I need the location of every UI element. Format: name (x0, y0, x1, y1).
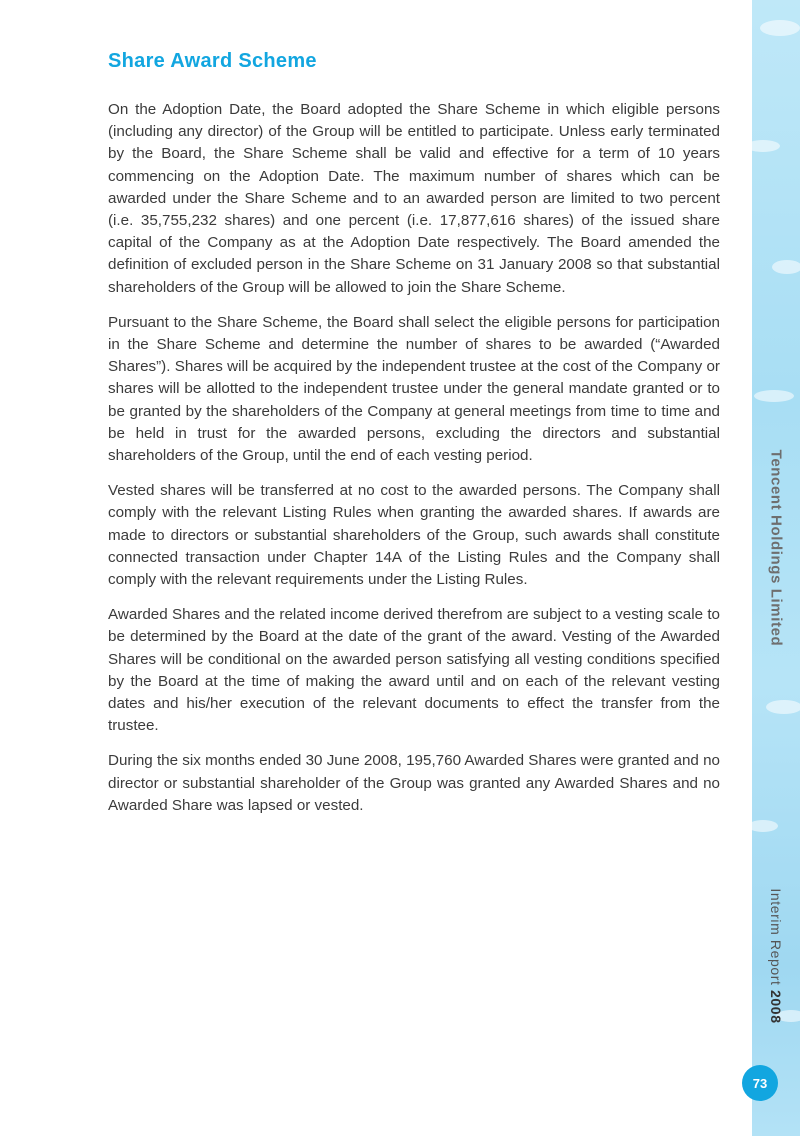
sky-sidebar (752, 0, 800, 1136)
paragraph-selection: Pursuant to the Share Scheme, the Board shall select the eligible persons for participation in the Share Scheme and determine the number of shares to be awarded (“Awarded Shares”). Shares will be acquired by the independent trustee at the cost of the Company or shares will be allotted to the independent trustee under the general mandate granted or to be granted by the shareholders of the Company at general meetings from time to time and be held in trust for the awarded persons, excluding the directors and substantial shareholders of the Group, until the end of each vesting period. (108, 313, 720, 465)
section-title: Share Award Scheme (108, 50, 317, 72)
page-number-badge: 73 (742, 1065, 778, 1101)
report-label-text: Interim Report (768, 888, 784, 986)
main-content (108, 50, 720, 830)
paragraph-vested-shares: Vested shares will be transferred at no cost to the awarded persons. The Company shall comply with the relevant Listing Rules when granting the awarded shares. If awards are made to directors or substantial shareholders of the Group, such awards shall constitute connected transaction under Chapter 14A of the Listing Rules and the Company shall comply with the relevant requirements under the Listing Rules. (108, 482, 720, 589)
company-name: Tencent Holdings Limited (767, 449, 785, 647)
report-year: 2008 (768, 990, 784, 1024)
paragraph-adoption: On the Adoption Date, the Board adopted the Share Scheme in which eligible persons (including any director) of the Group will be entitled to participate. Unless early terminated by the Board, the Share Scheme shall be valid and effective for a term of 10 years commencing on the Adoption Date. The maximum number of shares which can be awarded under the Share Scheme and to an awarded person are limited to two percent (i.e. 35,755,232 shares) and one percent (i.e. 17,877,616 shares) of the issued share capital of the Company as at the Adoption Date respectively. The Board amended the definition of excluded person in the Share Scheme on 31 January 2008 so that substantial shareholders of the Group will be allowed to join the Share Scheme. (108, 101, 720, 296)
paragraph-vesting-scale: Awarded Shares and the related income derived therefrom are subject to a vesting scale to be determined by the Board at the date of the grant of the award. Vesting of the Awarded Shares will be conditional on the awarded person satisfying all vesting conditions specified by the Board at the time of making the award until and on each of the relevant vesting dates and his/her execution of the relevant documents to effect the transfer from the trustee. (108, 606, 720, 735)
paragraph-six-months: During the six months ended 30 June 2008, 195,760 Awarded Shares were granted and no director or substantial shareholder of the Group was granted any Awarded Shares and no Awarded Share was lapsed or vested. (108, 752, 720, 814)
report-label (768, 888, 784, 1023)
